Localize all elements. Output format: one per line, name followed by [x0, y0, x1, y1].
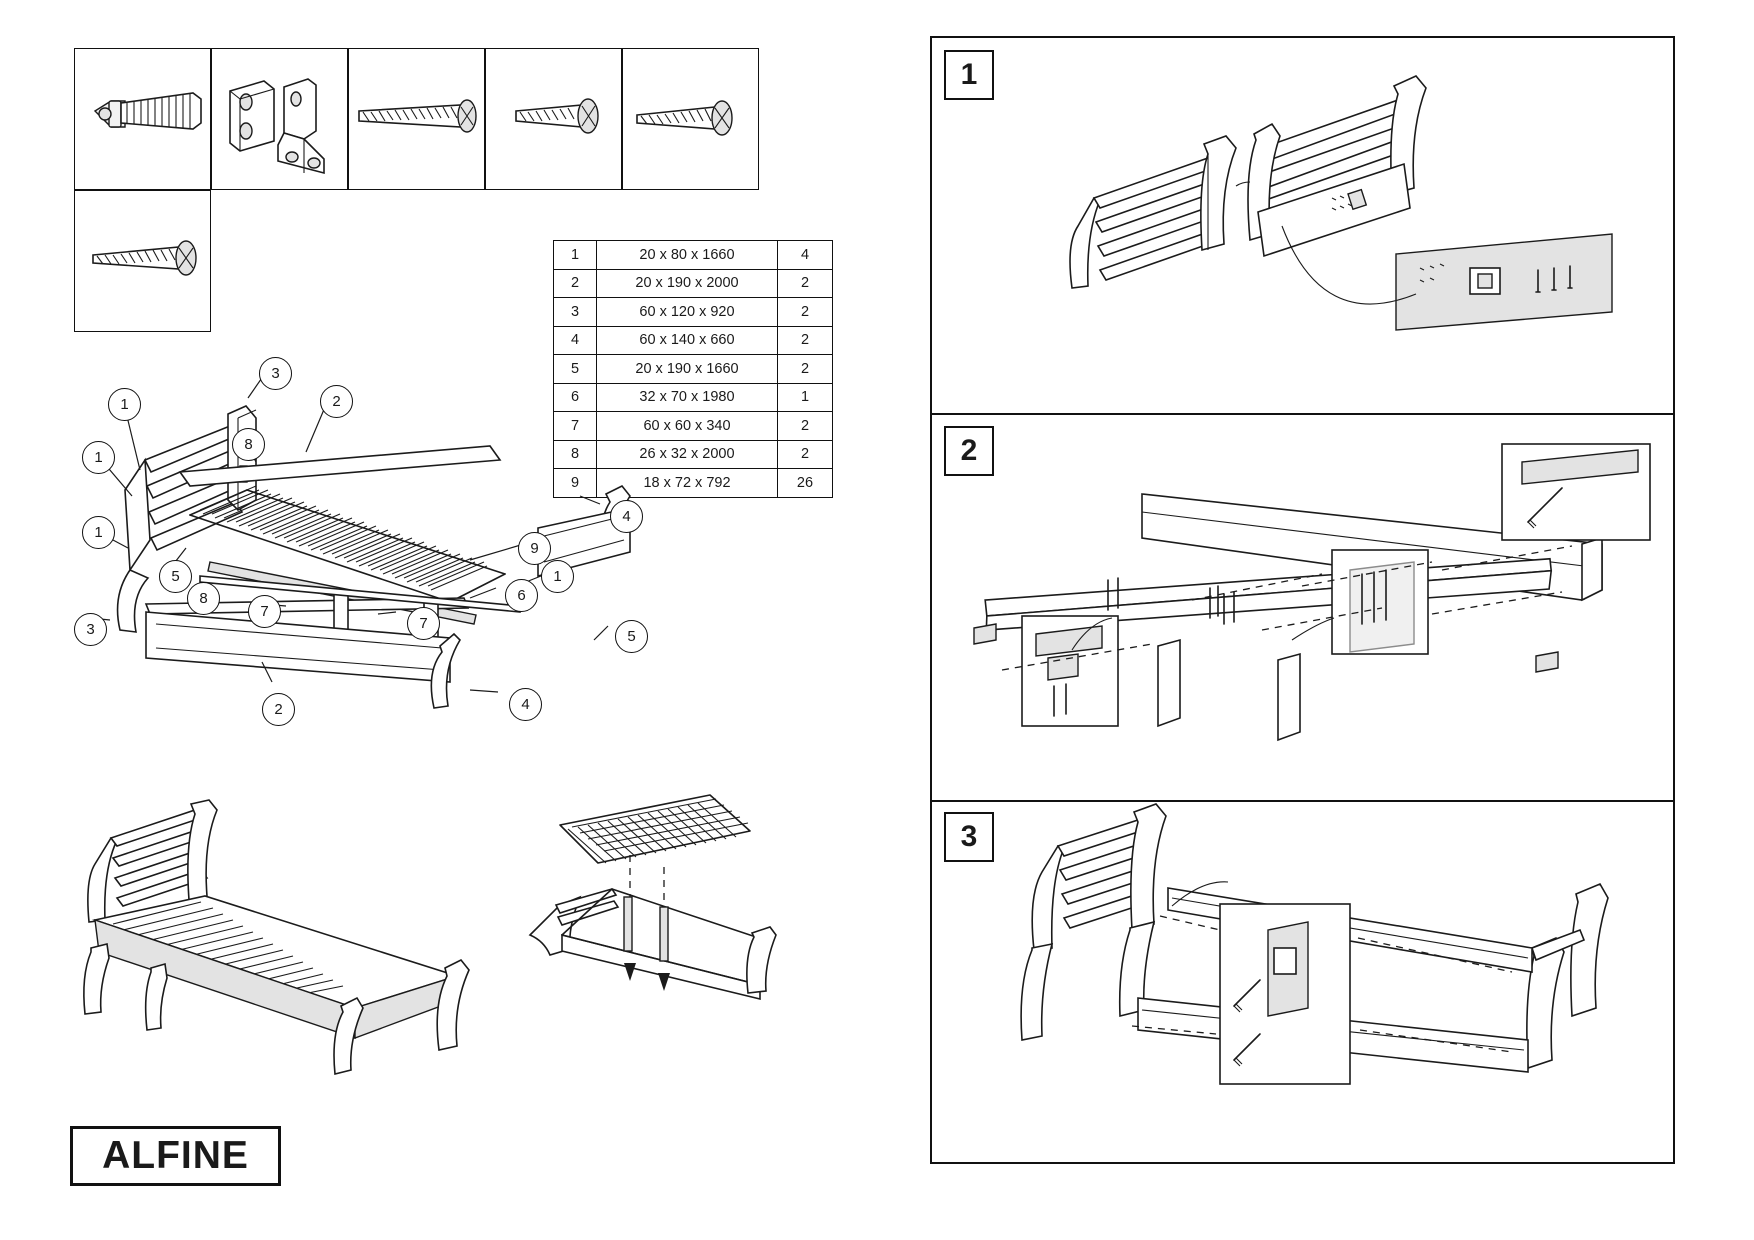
- callout-2: 2: [320, 385, 353, 418]
- finished-bed-view: [55, 800, 495, 1100]
- table-row: [554, 269, 833, 298]
- callout-7: 7: [407, 607, 440, 640]
- part-size: 26 x 32 x 2000: [597, 440, 778, 469]
- part-size: 20 x 190 x 2000: [597, 269, 778, 298]
- step-divider: [932, 800, 1673, 802]
- step-number-2: 2: [944, 426, 994, 476]
- step-number-3: 3: [944, 812, 994, 862]
- callout-8: 8: [187, 582, 220, 615]
- step-3-illustration: [972, 820, 1672, 1150]
- part-size: 60 x 120 x 920: [597, 298, 778, 327]
- hardware-cell-long-screw: [348, 48, 485, 190]
- part-qty: 4: [778, 241, 833, 270]
- side-board-part: [146, 612, 450, 682]
- part-qty: 26: [778, 469, 833, 498]
- callout-5: 5: [615, 620, 648, 653]
- step-3-detail-inset: [1220, 904, 1350, 1084]
- part-qty: 2: [778, 326, 833, 355]
- part-size: 32 x 70 x 1980: [597, 383, 778, 412]
- part-no: 3: [554, 298, 597, 327]
- part-qty: 2: [778, 355, 833, 384]
- part-size: 60 x 60 x 340: [597, 412, 778, 441]
- callout-2: 2: [262, 693, 295, 726]
- part-qty: 2: [778, 298, 833, 327]
- assembly-steps-panel: [930, 36, 1675, 1164]
- part-size: 20 x 80 x 1660: [597, 241, 778, 270]
- exploded-assembly-diagram: [50, 340, 750, 740]
- part-no: 4: [554, 326, 597, 355]
- wood-screw-icon: [93, 241, 196, 275]
- callout-3: 3: [74, 613, 107, 646]
- brand-logo: [70, 1126, 281, 1186]
- callout-8: 8: [232, 428, 265, 461]
- part-no: 1: [554, 241, 597, 270]
- table-row: [554, 298, 833, 327]
- step-2-illustration: [962, 434, 1672, 794]
- short-screw-icon: [516, 99, 598, 133]
- step-number-1: 1: [944, 50, 994, 100]
- table-row: [554, 241, 833, 270]
- callout-1: 1: [108, 388, 141, 421]
- callout-1: 1: [541, 560, 574, 593]
- hardware-cell-corner-bracket: [211, 48, 348, 190]
- step-2-detail-inset-mid: [1332, 550, 1428, 654]
- callout-4: 4: [509, 688, 542, 721]
- hardware-cell-wood-screw: [74, 190, 211, 332]
- slat-insertion-view: [520, 785, 820, 1015]
- hardware-cell-barrel-bolt: [74, 48, 211, 190]
- medium-screw-icon: [637, 101, 732, 135]
- hardware-cell-short-screw: [485, 48, 622, 190]
- callout-9: 9: [518, 532, 551, 565]
- headboard-left: [1070, 136, 1236, 288]
- callout-7: 7: [248, 595, 281, 628]
- step-1-detail-inset: [1396, 234, 1612, 330]
- callout-4: 4: [610, 500, 643, 533]
- part-no: 9: [554, 469, 597, 498]
- footboard-assembly: [1527, 884, 1608, 1068]
- part-no: 2: [554, 269, 597, 298]
- callout-3: 3: [259, 357, 292, 390]
- corner-bracket-icon: [230, 79, 324, 173]
- part-no: 8: [554, 440, 597, 469]
- callout-1: 1: [82, 516, 115, 549]
- barrel-bolt-icon: [95, 93, 201, 129]
- brand-name: ALFINE: [102, 1134, 249, 1177]
- callout-5: 5: [159, 560, 192, 593]
- part-no: 7: [554, 412, 597, 441]
- part-no: 6: [554, 383, 597, 412]
- part-qty: 2: [778, 440, 833, 469]
- callout-6: 6: [505, 579, 538, 612]
- hardware-cell-medium-screw: [622, 48, 759, 190]
- part-no: 5: [554, 355, 597, 384]
- step-divider: [932, 413, 1673, 415]
- long-screw-icon: [359, 100, 476, 132]
- part-qty: 2: [778, 269, 833, 298]
- headboard-right: [1248, 76, 1426, 256]
- part-qty: 2: [778, 412, 833, 441]
- part-qty: 1: [778, 383, 833, 412]
- step-2-detail-inset-top: [1502, 444, 1650, 540]
- part-size: 18 x 72 x 792: [597, 469, 778, 498]
- part-size: 60 x 140 x 660: [597, 326, 778, 355]
- callout-1: 1: [82, 441, 115, 474]
- part-size: 20 x 190 x 1660: [597, 355, 778, 384]
- step-1-illustration: [992, 58, 1672, 403]
- step-2-detail-inset-bottom: [1022, 616, 1118, 726]
